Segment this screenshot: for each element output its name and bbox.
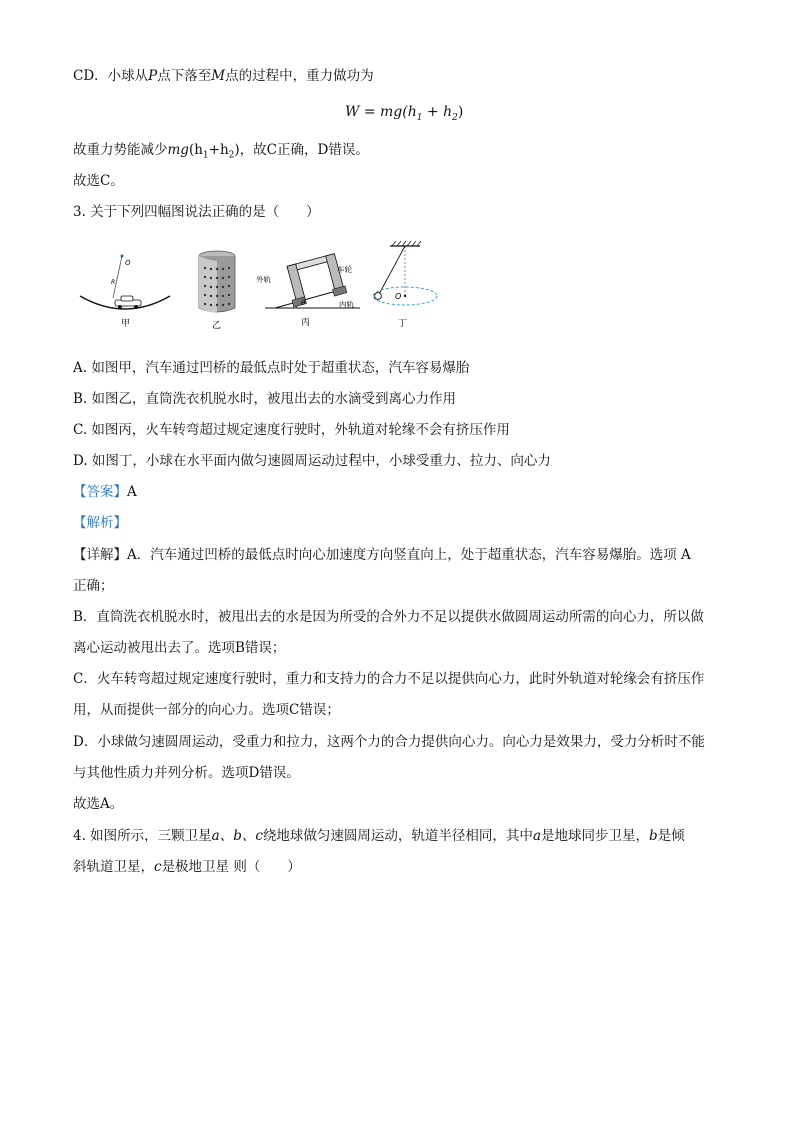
text: 点的过程中，重力做功为: [225, 68, 374, 84]
detail-line-3: B．直筒洗衣机脱水时，被甩出去的水是因为所受的合外力不足以提供水做圆周运动所需的向心力，所以做: [73, 609, 704, 625]
q3-option-b: B. 如图乙，直筒洗衣机脱水时，被甩出去的水滴受到离心力作用: [73, 391, 457, 407]
label-r: R: [111, 279, 116, 286]
q3-option-d: D. 如图丁，小球在水平面内做匀速圆周运动过程中，小球受重力、拉力、向心力: [73, 453, 551, 469]
text: 是地球同步卫星，: [541, 828, 649, 844]
q4-stem-line-1: [73, 827, 685, 845]
point-m: M: [211, 68, 226, 84]
detail-line-6: 用，从而提供一部分的向心力。选项C错误；: [73, 702, 340, 718]
text: 故重力势能减少: [73, 142, 168, 158]
text: 点下落至: [157, 68, 212, 84]
figure-jia: [80, 255, 170, 330]
figure-bing: [256, 254, 360, 328]
detail-line-8: 与其他性质力并列分析。选项D错误。: [73, 765, 300, 781]
eq-part: + h: [422, 104, 453, 120]
point-p: P: [148, 68, 158, 84]
label-o: O: [125, 259, 131, 267]
detail-text: A．汽车通过凹桥的最低点时向心加速度方向竖直向上，处于超重状态，汽车容易爆胎。选项 A: [127, 547, 691, 563]
satellite-a: a: [532, 828, 541, 844]
answer-value: A: [127, 484, 137, 500]
text: CD．小球从: [73, 68, 149, 84]
label-yi: 乙: [212, 321, 222, 331]
label-theta: θ: [301, 299, 306, 307]
label-o2: O: [395, 292, 402, 301]
detail-line-7: D．小球做匀速圆周运动，受重力和拉力，这两个力的合力提供向心力。向心力是效果力，受力分析时不能: [73, 734, 705, 750]
text: 2: [228, 150, 235, 161]
text: +h: [208, 142, 229, 158]
eq-sub: 2: [452, 112, 458, 123]
figure-yi: [199, 251, 235, 331]
detail-tag: 【详解】: [73, 547, 127, 563]
label-outer-track: 外轨: [256, 275, 271, 284]
analysis-tag: 【解析】: [73, 515, 127, 531]
q3-choose: 故选A。: [73, 796, 124, 812]
gravity-work-equation: [345, 104, 463, 123]
label-jia: 甲: [121, 319, 131, 329]
figure-ding: [373, 241, 437, 329]
text: 1: [202, 150, 209, 161]
detail-line-1: [73, 546, 691, 564]
label-inner-track: 内轨: [339, 300, 354, 309]
eq-sub: 1: [416, 112, 423, 123]
eq-part: W = mg(h: [345, 104, 417, 120]
q3-option-c: C. 如图丙，火车转弯超过规定速度行驶时，外轨道对轮缘不会有挤压作用: [73, 422, 510, 438]
text: 是倾: [657, 828, 685, 844]
text: 绕地球做匀速圆周运动，轨道半径相同，其中: [262, 828, 533, 844]
prev-choose: 故选C。: [73, 173, 124, 189]
label-ding: 丁: [398, 319, 408, 329]
text: ，故C正确，D错误。: [239, 142, 369, 158]
q3-answer-line: [73, 483, 137, 501]
detail-line-2: 正确；: [73, 578, 114, 594]
answer-tag: 【答案】: [73, 484, 127, 500]
cd-conclusion-line: [73, 141, 369, 165]
q3-option-a: A. 如图甲，汽车通过凹桥的最低点时处于超重状态，汽车容易爆胎: [73, 360, 470, 376]
text: ): [234, 142, 240, 158]
detail-line-5: C．火车转弯超过规定速度行驶时，重力和支持力的合力不足以提供向心力，此时外轨道对轮缘会有挤压作: [73, 671, 705, 687]
text: 斜轨道卫星，: [73, 859, 154, 875]
q4-stem-line-2: [73, 858, 301, 876]
text: mg: [167, 142, 189, 158]
text: (h: [188, 142, 203, 158]
satellite-c: c: [154, 859, 162, 875]
car-icon: [115, 296, 141, 309]
detail-line-4: 离心运动被甩出去了。选项B错误；: [73, 640, 286, 656]
satellites-abc: a、b、c: [211, 828, 263, 844]
label-wheel: 车轮: [337, 265, 352, 274]
text: 4. 如图所示，三颗卫星: [73, 828, 212, 844]
q3-figures: [75, 232, 450, 332]
satellite-b: b: [649, 828, 658, 844]
text: 是极地卫星 则（ ）: [161, 859, 301, 875]
q3-stem: 3. 关于下列四幅图说法正确的是（ ）: [73, 204, 320, 220]
label-bing: 丙: [301, 318, 311, 328]
cd-explanation-line: [73, 67, 374, 85]
eq-part: ): [457, 104, 464, 120]
